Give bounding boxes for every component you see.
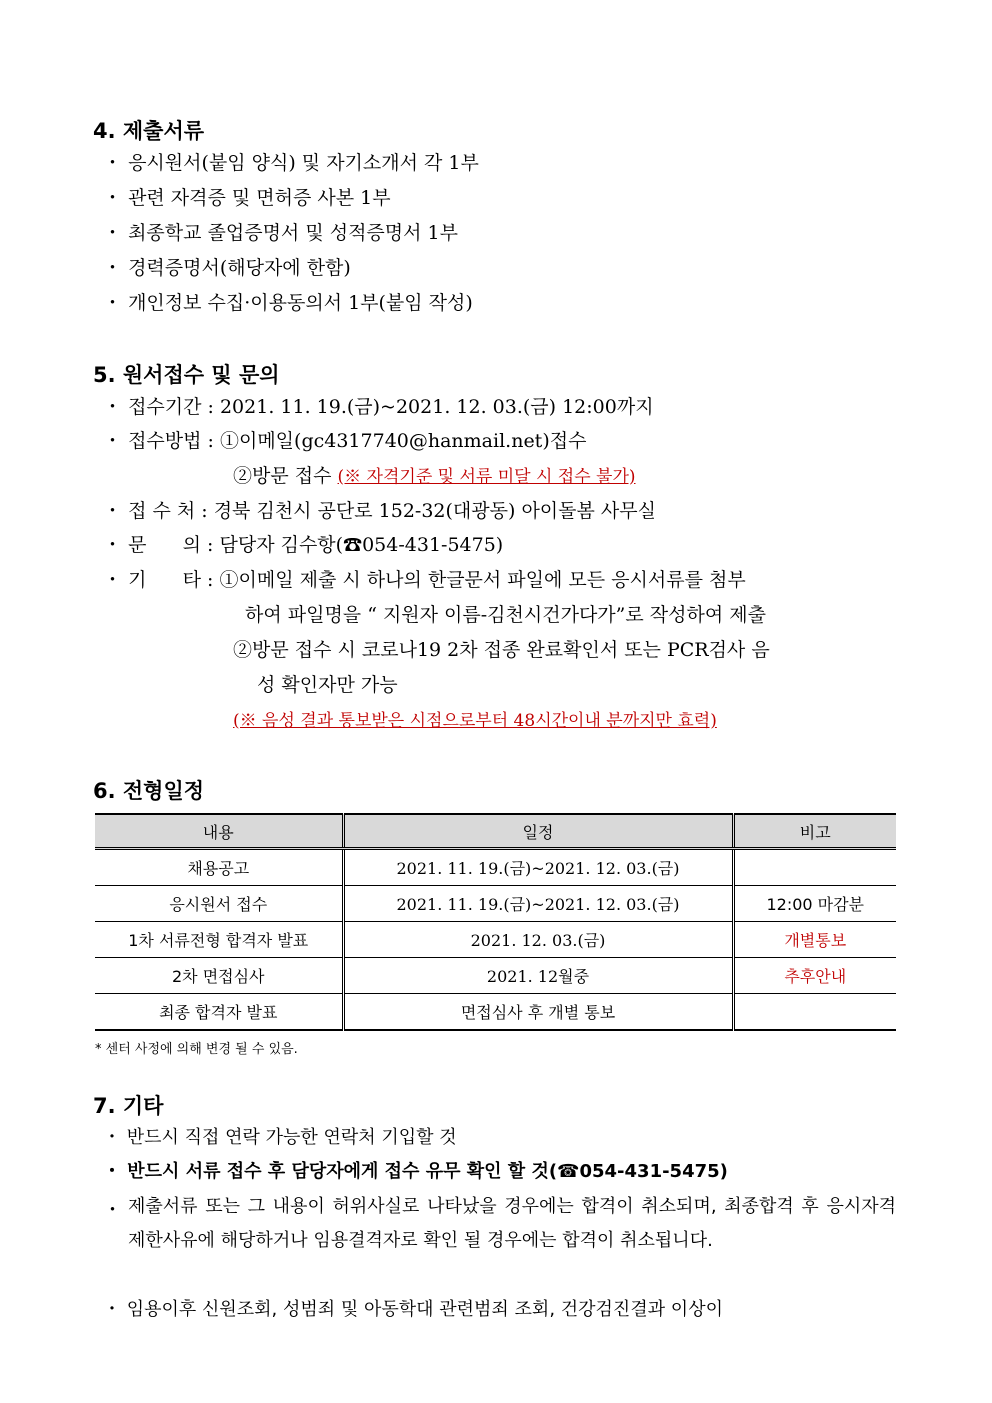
method-email: ①이메일(gc4317740@hanmail.net)접수 — [219, 430, 587, 452]
header-remarks: 비고 — [733, 814, 896, 849]
etc-line-1: ①이메일 제출 시 하나의 한글문서 파일에 모든 응시서류를 첨부 — [219, 569, 746, 591]
table-row — [95, 886, 896, 922]
list-item: ・ 응시원서(붙임 양식) 및 자기소개서 각 1부 — [103, 152, 479, 174]
list-item-paragraph: 제출서류 또는 그 내용이 허위사실로 나타났을 경우에는 합격이 취소되며, 최종합격 후 응시자격 제한사유에 해당하거나 임용결격자로 확인 될 경우에는 합격이 취소됩니다. — [128, 1196, 896, 1251]
table-cell: 채용공고 — [95, 849, 343, 886]
schedule-table — [95, 813, 896, 1031]
list-item: ・ 경력증명서(해당자에 한함) — [103, 257, 351, 279]
section-4-title: 4. 제출서류 — [93, 119, 205, 143]
table-row — [95, 849, 896, 886]
list-item: ・ 개인정보 수집·이용동의서 1부(붙임 작성) — [103, 292, 473, 314]
schedule-note: * 센터 사정에 의해 변경 될 수 있음. — [95, 1042, 298, 1057]
method-visit: ②방문 접수 — [233, 465, 332, 487]
etc-line-4: 성 확인자만 가능 — [257, 674, 398, 696]
list-item: ・ 관련 자격증 및 면허증 사본 1부 — [103, 187, 391, 209]
etc-row: ・ 기 타 : ①이메일 제출 시 하나의 한글문서 파일에 모든 응시서류를 첨부 — [103, 569, 746, 591]
bullet-mark: ・ — [103, 1199, 123, 1221]
contact-label: 문 의 : — [128, 534, 214, 556]
table-cell: 응시원서 접수 — [95, 886, 343, 922]
place-row: ・ 접 수 처 : 경북 김천시 공단로 152-32(대광동) 아이돌봄 사무실 — [103, 500, 656, 522]
table-cell: 2021. 11. 19.(금)~2021. 12. 03.(금) — [343, 849, 733, 886]
table-row — [95, 994, 896, 1031]
table-cell: 개별통보 — [733, 922, 896, 958]
table-cell: 2021. 11. 19.(금)~2021. 12. 03.(금) — [343, 886, 733, 922]
method-label: 접수방법 : — [128, 430, 214, 452]
list-item: ・ 반드시 직접 연락 가능한 연락처 기입할 것 — [103, 1127, 457, 1148]
section-6-title: 6. 전형일정 — [93, 779, 205, 803]
contact-row: ・ 문 의 : 담당자 김수항(☎054-431-5475) — [103, 534, 504, 556]
table-cell: 2021. 12. 03.(금) — [343, 922, 733, 958]
table-cell: 2차 면접심사 — [95, 958, 343, 994]
method-visit-note: (※ 자격기준 및 서류 미달 시 접수 불가) — [337, 467, 636, 487]
place-value: 경북 김천시 공단로 152-32(대광동) 아이돌봄 사무실 — [213, 500, 656, 522]
table-header-row — [95, 814, 896, 849]
list-item: ・ 반드시 서류 접수 후 담당자에게 접수 유무 확인 할 것(☎054-431-5475) — [103, 1161, 728, 1182]
table-cell — [733, 849, 896, 886]
table-cell: 최종 합격자 발표 — [95, 994, 343, 1031]
method-row: ・ 접수방법 : ①이메일(gc4317740@hanmail.net)접수 — [103, 430, 587, 452]
table-cell: 12:00 마감분 — [733, 886, 896, 922]
header-schedule: 일정 — [343, 814, 733, 849]
method-visit-row — [233, 464, 636, 489]
period-row: ・ 접수기간 : 2021. 11. 19.(금)~2021. 12. 03.(금) 12:00까지 — [103, 396, 654, 418]
etc-line-3: ②방문 접수 시 코로나19 2차 접종 완료확인서 또는 PCR검사 음 — [233, 639, 770, 661]
period-label: 접수기간 : — [128, 396, 214, 418]
contact-value: 담당자 김수항(☎054-431-5475) — [219, 534, 504, 556]
section-5-title: 5. 원서접수 및 문의 — [93, 363, 280, 387]
table-row — [95, 922, 896, 958]
etc-line-2: 하여 파일명을 “ 지원자 이름-김천시건가다가”로 작성하여 제출 — [245, 604, 766, 626]
table-row — [95, 958, 896, 994]
header-content: 내용 — [95, 814, 343, 849]
section-7-title: 7. 기타 — [93, 1094, 164, 1118]
place-label: 접 수 처 : — [128, 500, 208, 522]
table-cell: 1차 서류전형 합격자 발표 — [95, 922, 343, 958]
etc-note-row — [233, 708, 717, 733]
list-item: ・ 임용이후 신원조회, 성범죄 및 아동학대 관련범죄 조회, 건강검진결과 이상이 — [103, 1299, 723, 1320]
etc-label: 기 타 : — [128, 569, 214, 591]
etc-note: (※ 음성 결과 통보받은 시점으로부터 48시간이내 분까지만 효력) — [233, 711, 717, 731]
table-cell — [733, 994, 896, 1031]
table-cell: 2021. 12월중 — [343, 958, 733, 994]
list-item: ・ 최종학교 졸업증명서 및 성적증명서 1부 — [103, 222, 458, 244]
period-value: 2021. 11. 19.(금)~2021. 12. 03.(금) 12:00까지 — [219, 396, 654, 418]
table-cell: 추후안내 — [733, 958, 896, 994]
table-cell: 면접심사 후 개별 통보 — [343, 994, 733, 1031]
